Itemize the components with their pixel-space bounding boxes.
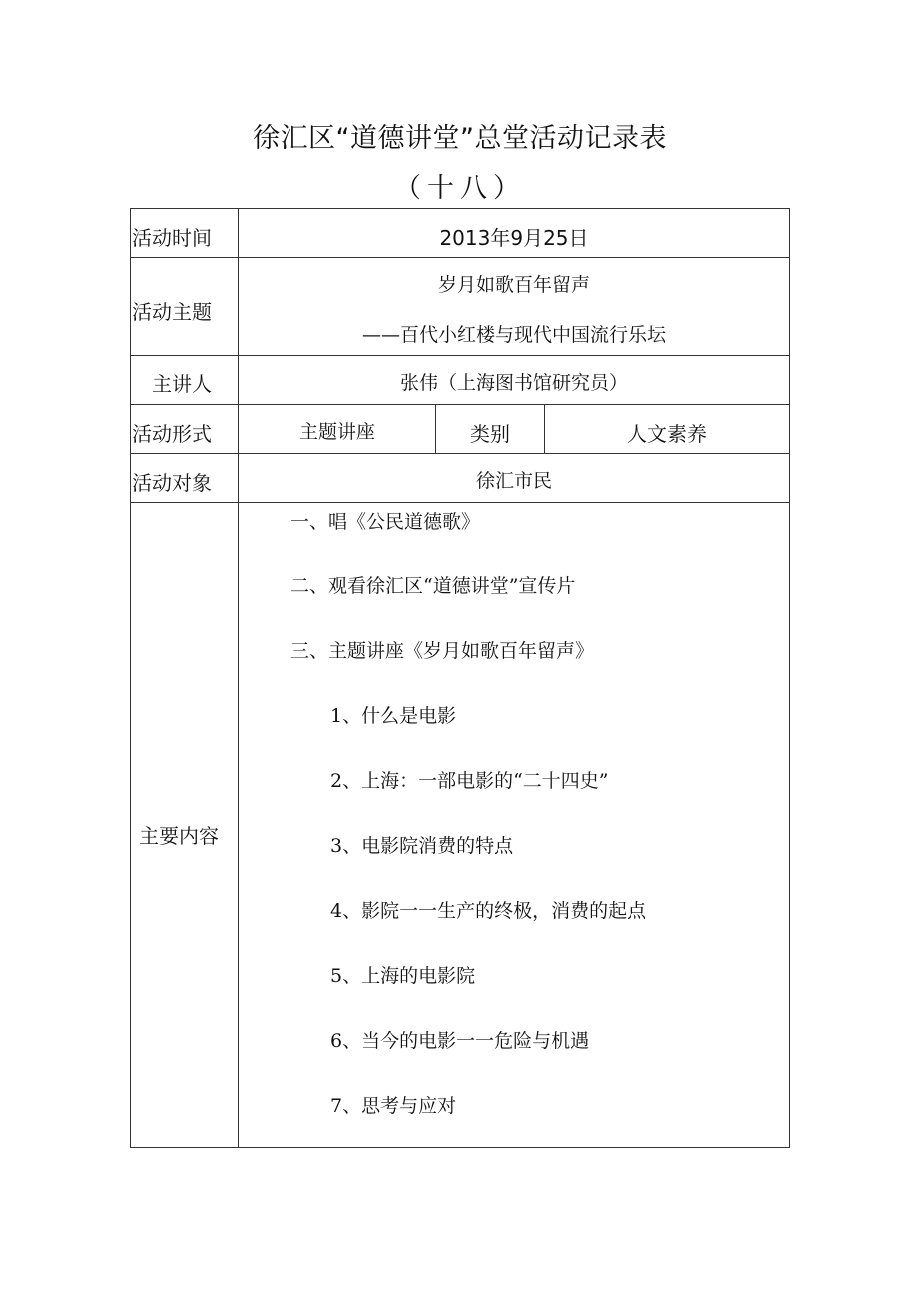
document-title: 徐汇区“道德讲堂”总堂活动记录表 xyxy=(253,123,667,154)
speaker-value: 张伟（上海图书馆研究员） xyxy=(399,372,628,394)
table-border-right xyxy=(789,208,790,1148)
table-row-divider xyxy=(130,453,790,454)
table-row-divider xyxy=(130,404,790,405)
content-item: 3、电影院消费的特点 xyxy=(330,835,514,857)
speaker-label: 主讲人 xyxy=(152,372,212,396)
category-label: 类别 xyxy=(470,422,510,446)
content-label: 主要内容 xyxy=(139,824,219,848)
content-item: 4、影院一一生产的终极，消费的起点 xyxy=(330,900,647,922)
category-value: 人文素养 xyxy=(627,422,707,446)
audience-value: 徐汇市民 xyxy=(475,470,552,492)
content-item: 7、思考与应对 xyxy=(330,1095,457,1117)
time-label: 活动时间 xyxy=(132,226,212,250)
content-item: 1、什么是电影 xyxy=(330,705,457,727)
content-item: 一、唱《公民道德歌》 xyxy=(290,511,481,533)
theme-label: 活动主题 xyxy=(132,300,212,324)
time-value: 2013年9月25日 xyxy=(439,226,589,250)
content-item: 二、观看徐汇区“道德讲堂”宣传片 xyxy=(290,575,576,597)
form-value: 主题讲座 xyxy=(298,421,375,443)
table-border-left xyxy=(130,208,131,1148)
form-label: 活动形式 xyxy=(132,422,212,446)
table-column-divider xyxy=(238,208,239,1148)
content-item: 5、上海的电影院 xyxy=(330,965,476,987)
content-item: 2、上海：一部电影的“二十四史” xyxy=(330,770,609,792)
document-subtitle: （十八） xyxy=(394,173,526,204)
table-border-bottom xyxy=(130,1147,790,1148)
audience-label: 活动对象 xyxy=(132,471,212,495)
table-row-divider xyxy=(130,502,790,503)
content-item: 三、主题讲座《岁月如歌百年留声》 xyxy=(290,640,595,662)
theme-line-2: ——百代小红楼与现代中国流行乐坛 xyxy=(361,324,666,346)
table-row-divider xyxy=(130,257,790,258)
table-border-top xyxy=(130,208,790,209)
theme-line-1: 岁月如歌百年留声 xyxy=(437,274,590,296)
content-item: 6、当今的电影一一危险与机遇 xyxy=(330,1030,590,1052)
table-row-divider xyxy=(130,355,790,356)
